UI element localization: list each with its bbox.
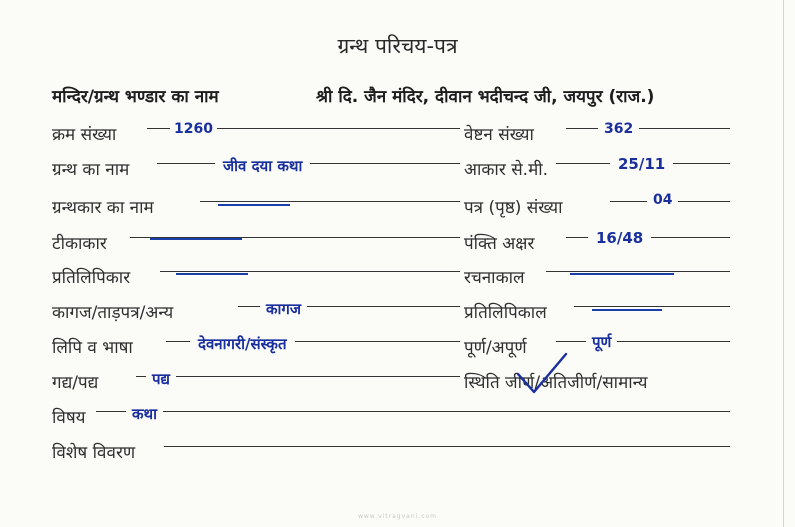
field-label-gadya-padya: गद्य/पद्य	[52, 373, 99, 393]
field-line	[136, 376, 460, 377]
blank-dash	[150, 238, 242, 240]
field-value-pankti-akshar: 16/48	[588, 229, 651, 247]
field-label-pratilipikar: प्रतिलिपिकार	[52, 268, 131, 288]
field-value-patra-sankhya: 04	[647, 192, 678, 208]
field-label-lipi-bhasha: लिपि व भाषा	[52, 338, 133, 358]
field-value-kram-sankhya: 1260	[170, 121, 217, 137]
field-line	[160, 271, 460, 272]
blank-dash	[592, 309, 662, 311]
field-value-gadya-padya: पद्य	[146, 369, 176, 389]
field-value-kagaj: कागज	[260, 299, 307, 319]
field-label-aakar: आकार से.मी.	[464, 160, 549, 180]
field-label-granth-ka-naam: ग्रन्थ का नाम	[52, 160, 130, 180]
field-label-rachnakaal: रचनाकाल	[464, 268, 525, 288]
field-label-pankti-akshar: पंक्ति अक्षर	[464, 234, 535, 254]
blank-dash	[176, 273, 248, 275]
temple-value: श्री दि. जैन मंदिर, दीवान भदीचन्द जी, जयपुर (राज.)	[316, 87, 655, 107]
field-label-patra-sankhya: पत्र (पृष्ठ) संख्या	[464, 198, 563, 218]
field-label-teekakar: टीकाकार	[52, 234, 107, 254]
field-value-veshtan-sankhya: 362	[598, 121, 639, 137]
field-label-veshtan-sankhya: वेष्टन संख्या	[464, 125, 534, 145]
card-title: ग्रन्थ परिचय-पत्र	[337, 34, 458, 58]
field-label-vishay: विषय	[52, 408, 86, 428]
field-value-aakar: 25/11	[610, 155, 673, 173]
field-line	[574, 306, 730, 307]
field-line	[164, 446, 730, 447]
field-line	[556, 341, 730, 342]
field-label-granthkar: ग्रन्थकार का नाम	[52, 198, 154, 218]
field-line	[96, 411, 730, 412]
field-label-kram-sankhya: क्रम संख्या	[52, 125, 117, 145]
field-label-pratilipikaal: प्रतिलिपिकाल	[464, 303, 547, 323]
card-edge	[783, 0, 784, 527]
field-value-granth-ka-naam: जीव दया कथा	[215, 156, 310, 176]
watermark: www.vitragvani.com	[357, 513, 438, 520]
field-label-purn-apurn: पूर्ण/अपूर्ण	[464, 338, 527, 358]
field-line	[546, 271, 730, 272]
blank-dash	[218, 204, 290, 206]
field-label-kagaj: कागज/ताड़पत्र/अन्य	[52, 303, 174, 323]
field-line	[200, 201, 460, 202]
field-value-purn-apurn: पूर्ण	[586, 332, 617, 352]
field-value-lipi-bhasha: देवनागरी/संस्कृत	[190, 334, 295, 354]
temple-label: मन्दिर/ग्रन्थ भण्डार का नाम	[52, 87, 219, 107]
field-line	[566, 128, 730, 129]
field-label-vishesh-vivran: विशेष विवरण	[52, 443, 136, 463]
blank-dash	[570, 273, 674, 275]
field-value-vishay: कथा	[126, 404, 163, 424]
field-label-sthiti: स्थिति जीर्ण/अतिजीर्ण/सामान्य	[464, 373, 648, 393]
checkmark-icon	[514, 350, 572, 396]
